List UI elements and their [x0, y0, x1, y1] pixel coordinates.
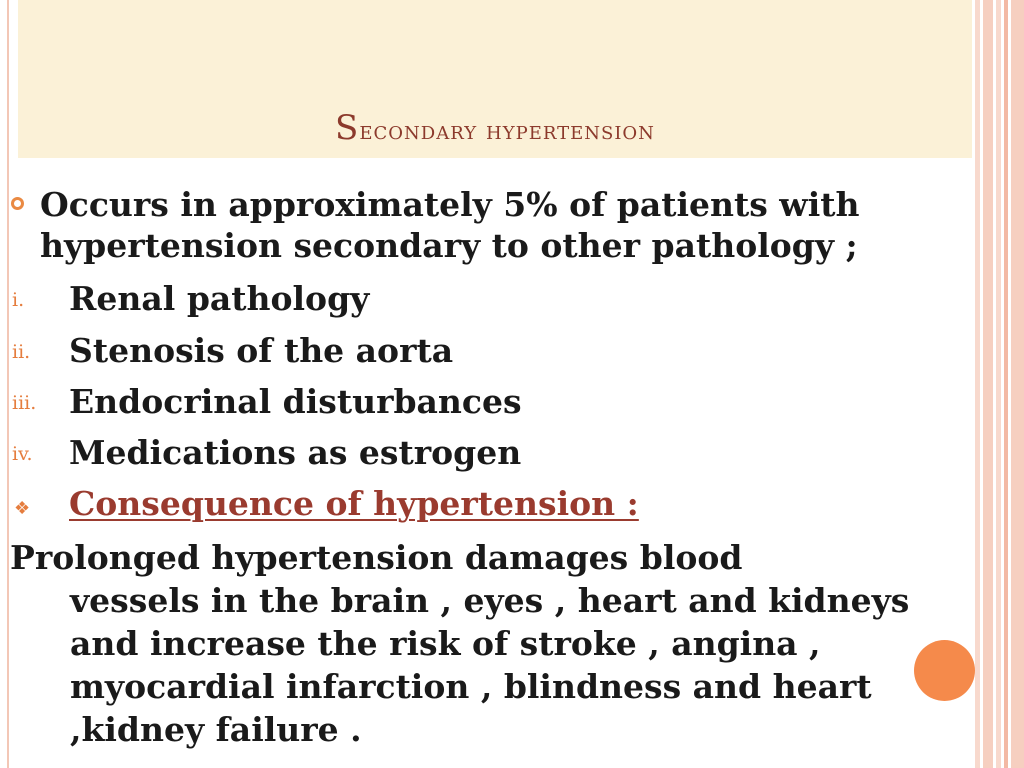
orange-circle-decoration	[914, 640, 975, 701]
list-number: iv.	[12, 443, 33, 465]
list-number: iii.	[12, 392, 37, 414]
list-number: i.	[12, 289, 25, 311]
list-item	[0, 382, 965, 430]
consequence-heading: Consequence of hypertension :	[69, 484, 639, 523]
list-item-text: Endocrinal disturbances	[69, 382, 522, 421]
list-number: ii.	[12, 341, 31, 363]
intro-text: Occurs in approximately 5% of patients with hypertension secondary to other pathology ;	[40, 185, 860, 265]
list-item-text: Stenosis of the aorta	[69, 331, 454, 370]
diamond-bullet-icon: ❖	[14, 498, 31, 519]
list-item-text: Medications as estrogen	[69, 433, 522, 472]
consequence-paragraph	[10, 536, 950, 751]
decor-stripe	[1004, 0, 1008, 768]
circle-bullet-icon	[11, 197, 24, 210]
list-item-text: Renal pathology	[69, 279, 370, 318]
decor-stripe	[996, 0, 1001, 768]
paragraph-rest: vessels in the brain , eyes , heart and kidneys and increase the risk of stroke , angina , myocardial infarction , blindness and heart ,kidney failure .	[70, 581, 910, 749]
title-first-letter: S	[335, 108, 360, 148]
decor-stripe	[983, 0, 993, 768]
paragraph-first-line: Prolonged hypertension damages blood	[10, 538, 743, 577]
list-item	[0, 433, 965, 481]
title-rest: econdary hypertension	[359, 116, 655, 145]
decor-stripe	[1011, 0, 1024, 768]
list-item	[0, 331, 965, 379]
decor-stripe	[975, 0, 980, 768]
list-item	[0, 279, 965, 327]
slide-title	[18, 108, 972, 148]
consequence-item	[0, 484, 965, 532]
